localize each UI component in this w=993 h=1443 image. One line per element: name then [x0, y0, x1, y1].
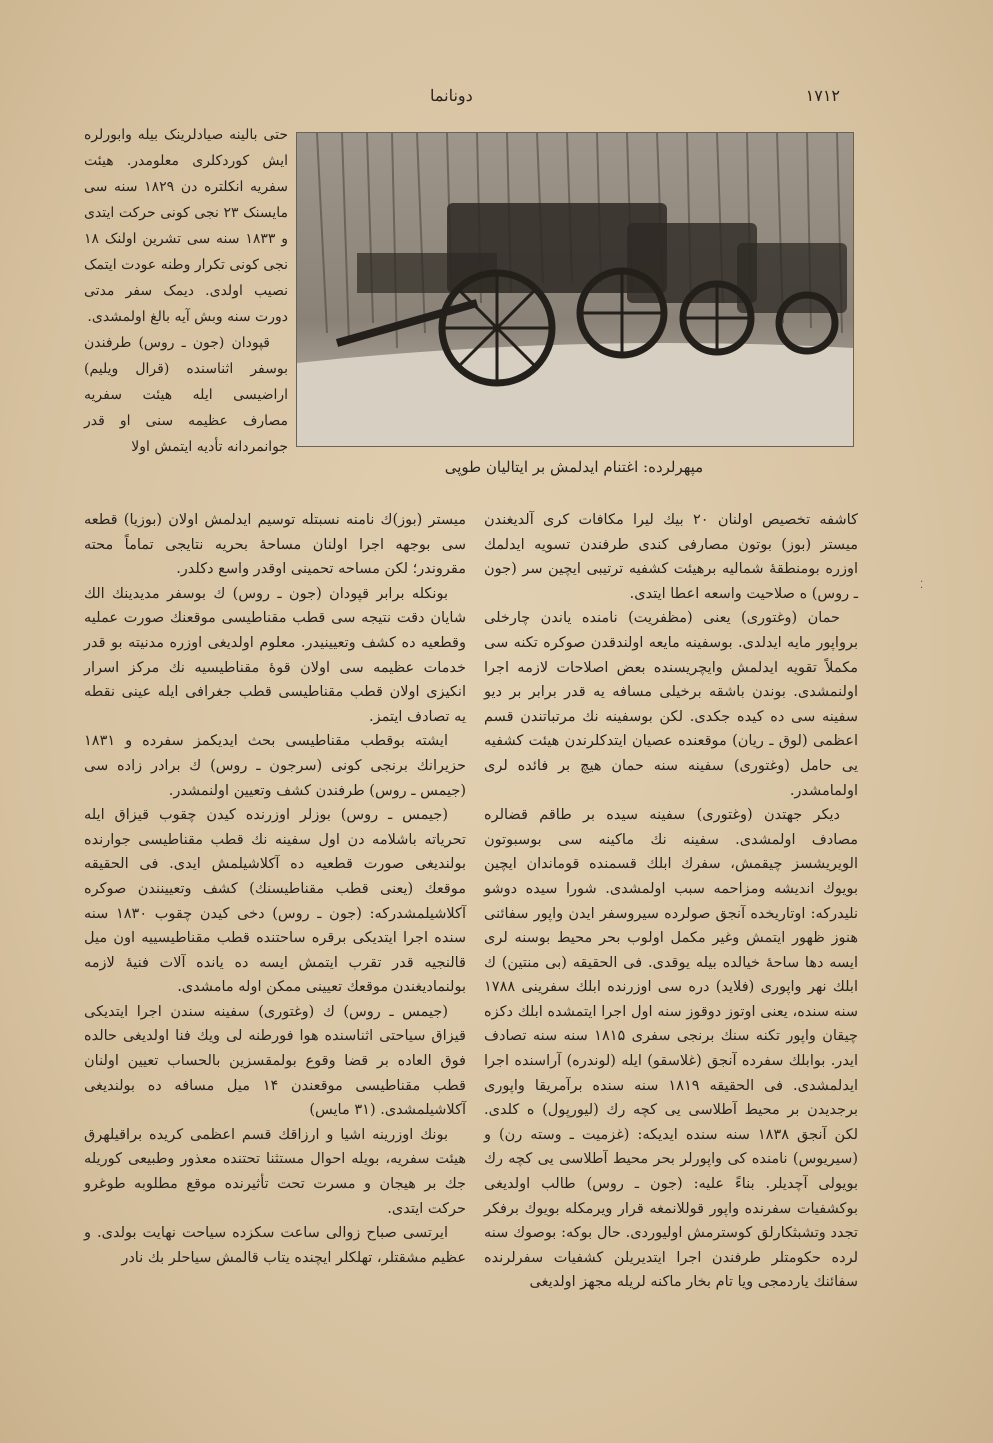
left-column: [84, 508, 466, 1270]
side-paragraph-2: قپودان (جون ـ روس) طرفندن بوسفر اثناسنده (قرال ویلیم) اراضیسی ایله هیئت سفریه مصارف عظیمه سنی او قدر جوانمردانه تأدیه ایتمش اولا: [84, 335, 288, 455]
side-column: [84, 122, 288, 460]
artillery-photo-image: [297, 133, 853, 446]
margin-mark: ⁚: [920, 580, 924, 591]
right-column: [484, 508, 858, 1295]
photograph: [296, 132, 854, 447]
right-paragraph-1: کاشفه تخصیص اولنان ۲۰ بیك لیرا مکافات کری آلدیغندن میستر (بوز) بوتون مصارفی کندی طرفندن تسویه ایدلمك اوزره بومنطقهٔ شمالیه برهیئت کشفیه ترتیبی ایچین سر (جون ـ روس) ه صلاحیت واسعه اعطا ایتدی.: [484, 512, 858, 602]
page-number: ۱۷۱۲: [805, 86, 840, 105]
right-paragraph-3: دیکر جهتدن (وغتوری) سفینه سیده بر طاقم قضالره مصادف اولمشدی. سفینه نك ماکینه سی بوسبوتون الویریشسز چیقمش، سفرك ابلك قسمنده قوماندان ایچین بویوك اندیشه ومزاحمه سبب اولمشدی. شورا سیده دوشو نلیدرکه: اوتاریخده آنجق صولرده سیروسفر ایدن واپور سفائنی هنوز ظهور ایتمش وغیر مکمل اولوب بحر محیط بوسنه لری ایسه دها ساحهٔ خیالده بیله یوقدی. فی الحقیقه (بی منتین) ك ابلك نهر واپوری (فلاید) دره سی اوزرنده ابلك سفرینی ۱۷۸۸ سنه سنده، یعنی اوتوز دوقوز سنه اول اجرا ایتمشده ابلك دکزه چیقان واپور تکنه سنك برنجی سفری ۱۸۱۵ سنه سنه تصادف ایدر. بوابلك سفرده آنجق (غلاسقو) ایله (لوندره) آراسنده اجرا ایدلمشدی. فی الحقیقه ۱۸۱۹ سنه سنده برآمریقا واپوری برجدیدن بر محیط آطلاسی یی کچه رك (لیورپول) ه کلدی. لکن آنجق ۱۸۳۸ سنه سنده ایدیکه: (غزمیت ـ وسته رن) و (سیریوس) نامنده کی واپورلر بحر محیط آطلاسی یی کچه رك بویولی آچدیلر. بناءً علیه: (جون ـ روس) طالب اولدیغی بوکشفیات سفرنده واپور قوللانمغه قرار ویرمکله بویوك برفکر تجدد وتشبثكارلق کوسترمش اولیوردی. حال بوکه: بوصوك سنه لرده حکومتلر طرفندن اجرا ایتدیریلن کشفیات سفرلرنده سفائنك یاردمجی ویا تام بخار ماکنه لریله مجهز اولدیغی: [484, 807, 859, 1291]
left-paragraph-4: (جیمس ـ روس) بوزلر اوزرنده کیدن چقوب قیزاق ایله تحریاته باشلامه دن اول سفینه نك قطب مقناطیسی جوارنده بولندیغی صورت قطعیه ده آکلاشیلمش ایدی. فی الحقیقه موقعك (یعنی قطب مقناطیسنك) کشف وتعیینندن صوکره آکلاشیلمشدرکه: (جون ـ روس) دخی کیدن چقوب ۱۸۳۰ سنه سنده اجرا ایتدیکی برقره ساحتنده قطب مقناطیسییه اون میل قالنجیه قدر تقرب ایتمش ایسه ده یانده آلات فنیهٔ لازمه بولنمادیغندن موقعك تعیینی ممکن اوله مامشدی.: [84, 807, 466, 996]
photo-caption: مپهرلرده: اغتنام ایدلمش بر ایتالیان طوپی: [444, 458, 704, 476]
left-paragraph-3: ایشته بوقطب مقناطیسی بحث ایدیکمز سفرده و ۱۸۳۱ حزیرانك برنجی کونی (سرجون ـ روس) ك برادر زاده سی (جیمس ـ روس) طرفندن کشف وتعیین اولنمشدر.: [84, 733, 466, 799]
left-paragraph-6: بونك اوزرینه اشیا و ارزاقك قسم اعظمی کریده براقیلهرق هیئت سفریه، بویله احوال مستثنا تحتنده معذور وطبیعی کوریله جك بر هیجان و مسرت تحت تأثیرنده موقع مطلوبه طوغرو حرکت ایتدی.: [84, 1126, 466, 1217]
left-paragraph-5: (جیمس ـ روس) ك (وغتوری) سفینه سندن اجرا ایتدیکی قیزاق سیاحتی اثناسنده هوا فورطنه لی ویك فنا اولدیغی حالده فوق العاده بر قضا وقوع بولمقسزین بالحساب تعیین اولنان قطب مقناطیسی موقعندن ۱۴ میل مسافه ده بولندیغی آکلاشیلمشدی. (۳۱ مایس): [84, 1003, 466, 1119]
left-paragraph-1: میستر (بوز)ك نامنه نسبتله توسیم ایدلمش اولان (بوزیا) قطعه سی بوجهه اجرا اولنان مساحهٔ بحریه نتایجی تماماً محته مقروندر؛ لکن مساحه تحمینی اوقدر واسع دکلدر.: [84, 512, 466, 578]
left-paragraph-2: بونکله برابر قپودان (جون ـ روس) ك بوسفر مدیدینك الك شایان دقت نتیجه سی قطب مقناطیسی موقعنك صورت عملیه وقطعیه ده کشف وتعیینیدر. معلوم اولدیغی اوزره مدنیته بو قدر خدمات عظیمه سی اولان قوهٔ مقناطیسیه نك مرکز اسرار انکیزی اولان قطب مقناطیسی قطب جغرافی ایله عینی نقطه یه تصادف ایتمز.: [84, 585, 466, 725]
left-paragraph-7: ایرتسی صباح زوالی ساعت سکزده سیاحت نهایت بولدی. و عظیم مشقتلر، تهلکلر ایچنده یتاب قالمش سیاحلر بك نادر: [84, 1225, 466, 1266]
right-paragraph-2: حمان (وغتوری) یعنی (مظفریت) نامنده یاندن چارخلی برواپور مایه ایدلدی. بوسفینه مایعه اولندقدن صوکره تکنه سی مکملاً تقویه ایدلمش وایچریسنده بعض اصلاحات لازمه اجرا اولنمشدی. بوندن باشقه برخیلی مسافه یه قدر برابر بر دیو سفینه سی ده کیده جکدی. لکن بوسفینه نك مرتباتندن قسم اعظمی (لوق ـ ریان) موقعنده عصیان ایتدکلرندن هیئت کشفیه یی حامل (وغتوری) سفینه سنه حمان هیچ بر فائده لری اولمامشدر.: [484, 610, 858, 799]
journal-name: دونانما: [430, 86, 473, 105]
side-paragraph-1: حتی بالینه صیادلرینک بیله وابورلره ایش کوردکلری معلومدر. هیئت سفریه انکلتره دن ۱۸۲۹ سنه سی مایسنک ۲۳ نجی کونی حرکت ایتدی و ۱۸۳۳ سنه سی تشرین اولنک ۱۸ نجی کونی تکرار وطنه عودت ایتمک نصیب اولدی. دیمک سفر مدتی دورت سنه وبش آیه بالغ اولمشدی.: [84, 127, 288, 325]
page-header: [430, 86, 840, 116]
